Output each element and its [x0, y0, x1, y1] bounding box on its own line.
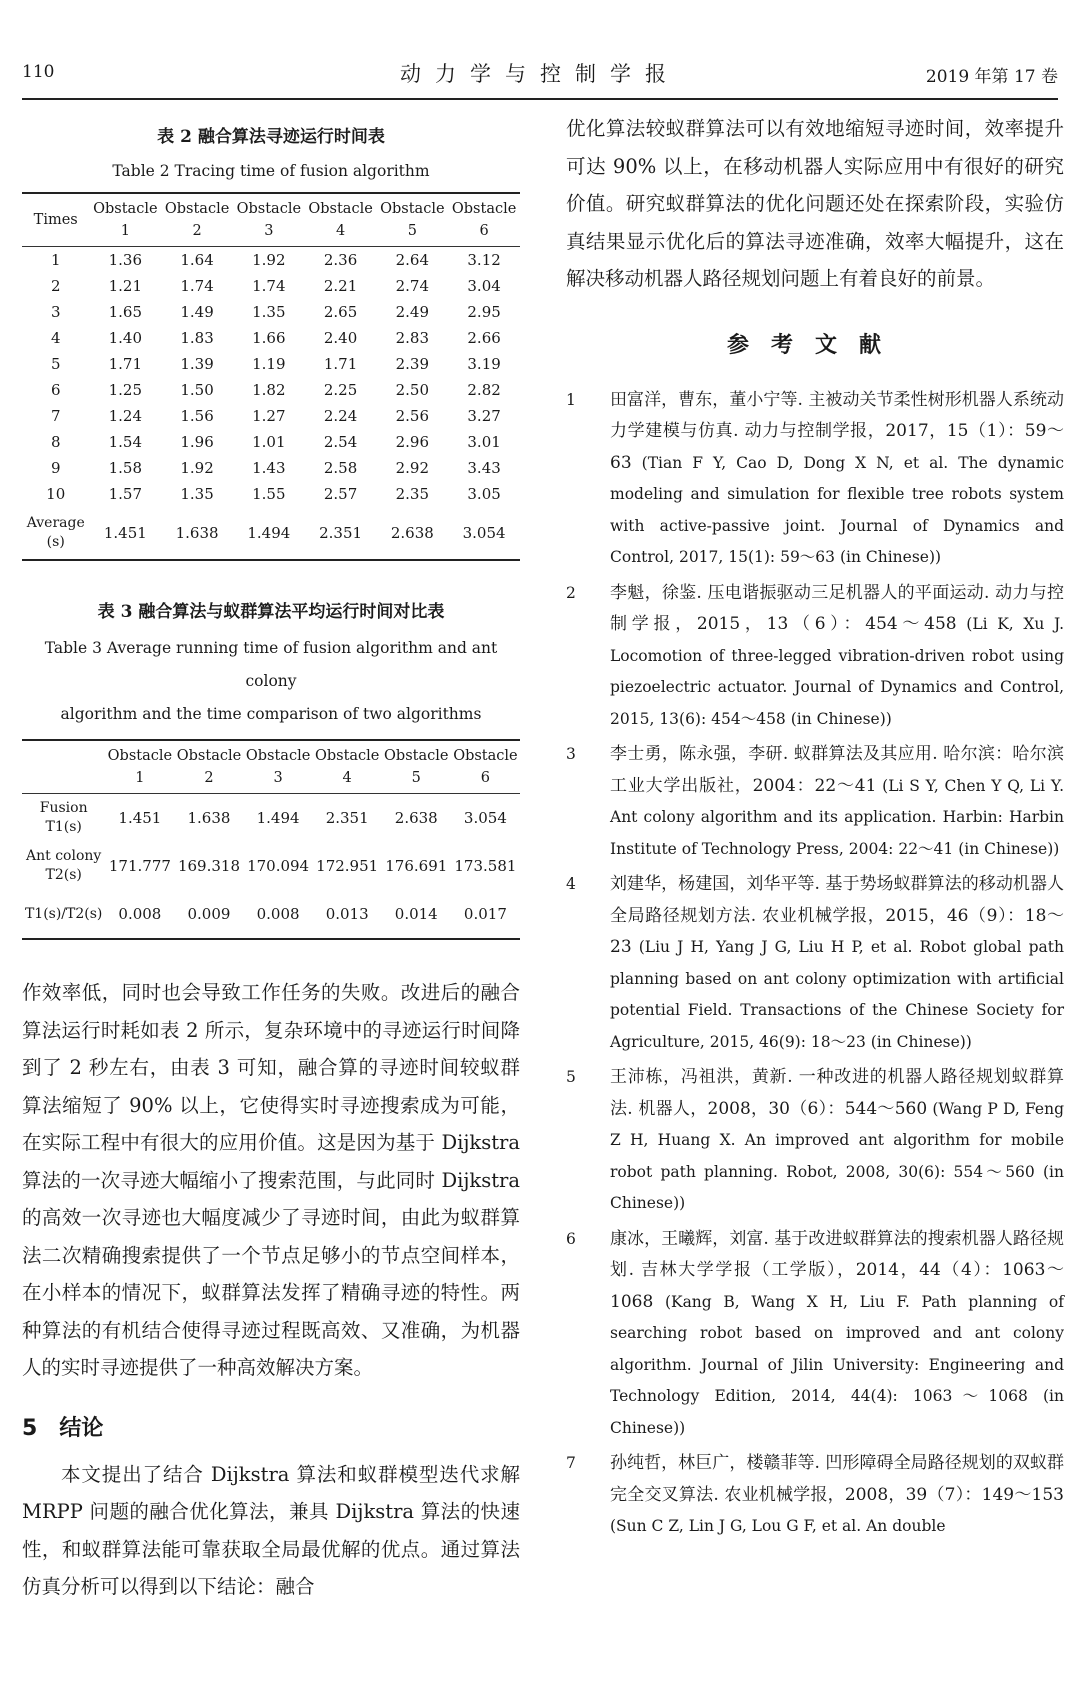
table-cell: 1.27: [252, 407, 286, 425]
table-cell: 2.83: [395, 329, 430, 347]
table-cell: 2.39: [395, 355, 430, 373]
reference-text-cn: 李魁，徐鉴. 压电谐振驱动三足机器人的平面运动. 动力与控制学报，2015，13（6）：454～458: [610, 582, 1064, 634]
table2-col-header: Obstacle 5: [376, 193, 448, 247]
reference-item: [566, 1224, 1064, 1445]
table3-body: [22, 794, 520, 940]
table-cell: 0.009: [174, 890, 243, 939]
table-cell: 2.351: [305, 507, 377, 560]
table-cell: 1.92: [252, 251, 286, 269]
table2-col-header: Obstacle 1: [89, 193, 161, 247]
reference-number: 5: [566, 1068, 576, 1086]
table-cell: 1.40: [108, 329, 143, 347]
table-cell: 2: [50, 277, 61, 295]
table3-col-header: Obstacle 1: [105, 740, 174, 794]
table-cell: 1: [50, 251, 61, 269]
table3-col-header: Obstacle 6: [451, 740, 520, 794]
table3-row-label: Ant colony T2(s): [26, 848, 102, 883]
table-cell: 2.49: [395, 303, 430, 321]
reference-number: 6: [566, 1229, 576, 1248]
table-cell: 3.01: [467, 433, 501, 451]
table2-col-header: Obstacle 4: [305, 193, 377, 247]
table-cell: 1.92: [180, 459, 214, 477]
reference-item: [566, 1062, 1064, 1220]
reference-item: [566, 739, 1064, 865]
table-row: [22, 890, 520, 939]
section-number: 5: [22, 1415, 38, 1441]
table-row: [22, 794, 520, 843]
section-title: 结论: [59, 1415, 104, 1441]
table-cell: 1.19: [252, 355, 286, 373]
reference-text-cn: 孙纯哲，林巨广，楼赣菲等. 凹形障碍全局路径规划的双蚁群完全交叉算法. 农业机械学报，2008，39（7）：149～153: [610, 1453, 1064, 1505]
reference-number: 1: [566, 390, 576, 409]
reference-number: 3: [566, 745, 576, 763]
table-cell: 3.27: [467, 407, 501, 425]
table-cell: 2.57: [323, 485, 358, 503]
table-cell: 3.05: [467, 485, 501, 503]
table-cell: 2.351: [325, 809, 369, 827]
table-cell: 1.49: [180, 303, 214, 321]
table-cell: 1.74: [252, 277, 286, 295]
table-cell: 1.83: [180, 329, 214, 347]
reference-text-cn: 刘建华，杨建国，刘华平等. 基于势场蚁群算法的移动机器人全局路径规划方法. 农业机械学报，2015，46（9）：18～23: [610, 874, 1064, 957]
table-cell: 2.21: [323, 277, 358, 295]
table-cell: 0.008: [244, 890, 313, 939]
table-cell: 1.74: [180, 277, 214, 295]
reference-text-cn: 康冰，王曦辉，刘富. 基于改进蚁群算法的搜索机器人路径规划. 吉林大学学报（工学版），2014，44（4）：1063～1068: [610, 1228, 1064, 1312]
table-cell: 1.64: [180, 251, 214, 269]
right-column: [566, 110, 1064, 1547]
table-cell: 2.25: [323, 381, 358, 399]
table-cell: 1.65: [108, 303, 143, 321]
table-cell: 6: [50, 381, 61, 399]
header-rule: [22, 98, 1058, 100]
table-cell: 2.56: [395, 407, 430, 425]
table-cell: 2.638: [394, 809, 438, 827]
table-row: [22, 842, 520, 890]
table-cell: 1.66: [252, 329, 286, 347]
table-row: [22, 247, 520, 274]
table-cell: 2.24: [323, 407, 358, 425]
table3-col-header: Obstacle 4: [313, 740, 382, 794]
reference-item: [566, 385, 1064, 574]
table-cell: 1.43: [252, 459, 286, 477]
page-number: 110: [22, 62, 55, 82]
table-cell: 3.054: [463, 809, 507, 827]
table-cell: 1.638: [161, 507, 233, 560]
table-cell: 2.66: [467, 329, 501, 347]
table-cell: 2.58: [323, 459, 358, 477]
table2-average-label: Average (s): [22, 507, 89, 560]
table-cell: 0.013: [313, 890, 382, 939]
table2-title-en: Table 2 Tracing time of fusion algorithm: [112, 162, 430, 180]
references-title: 参考文献: [726, 332, 903, 358]
table-row: [22, 377, 520, 403]
table-cell: 1.96: [180, 433, 214, 451]
table-row: [22, 325, 520, 351]
reference-text-en: (Tian F Y, Cao D, Dong X N, et al. The dynamic modeling and simulation for flexible tree robots system with active-passive joint. Journal of Dynamics and Control, 2017, 15(1): 59～63 (in Chinese)): [610, 453, 1064, 566]
table-cell: 169.318: [177, 857, 240, 875]
table-cell: 1.01: [252, 433, 286, 451]
table-cell: 1.35: [180, 485, 214, 503]
section-heading: [22, 1411, 520, 1442]
table-row: [22, 273, 520, 299]
table2-title-cn: 表 2 融合算法寻迹运行时间表: [157, 127, 385, 147]
reference-number: 7: [566, 1454, 576, 1472]
reference-number: 2: [566, 583, 576, 602]
table-cell: 2.36: [323, 251, 358, 269]
table-cell: 1.451: [118, 809, 162, 827]
reference-text-cn: 王沛栋，冯祖洪，黄新. 一种改进的机器人路径规划蚁群算法. 机器人，2008，30（6）：544～560: [610, 1067, 1064, 1119]
table-cell: 171.777: [108, 857, 171, 875]
table-row: [22, 351, 520, 377]
table-cell: 2.35: [395, 485, 430, 503]
table3-corner-header: [22, 740, 105, 794]
table-cell: 2.40: [323, 329, 358, 347]
table-cell: 2.65: [323, 303, 358, 321]
table-cell: 2.50: [395, 381, 430, 399]
reference-text-en: (Li K, Xu J. Locomotion of three-legged vibration-driven robot using piezoelectric actuator. Journal of Dynamics and Control, 2015, 13(6): 454～458 (in Chinese)): [610, 615, 1064, 728]
table2-col-header: Obstacle 2: [161, 193, 233, 247]
table3-title-en: [22, 632, 520, 731]
table3-col-header: Obstacle 2: [174, 740, 243, 794]
page-header: [22, 62, 1058, 92]
reference-number: 4: [566, 875, 576, 893]
table-cell: 2.74: [395, 277, 430, 295]
table-cell: 2.95: [467, 303, 501, 321]
table2: [22, 192, 520, 561]
reference-text-cn: 田富洋，曹东，董小宁等. 主被动关节柔性树形机器人系统动力学建模与仿真. 动力与控制学报，2017，15（1）：59～63: [610, 389, 1064, 473]
table-cell: 2.54: [323, 433, 358, 451]
body-paragraph-conclusion: 本文提出了结合 Dijkstra 算法和蚁群模型迭代求解 MRPP 问题的融合优化算法，兼具 Dijkstra 算法的快速性，和蚁群算法能可靠获取全局最优解的优点。通过算法仿真分析可以得到以下结论：融合: [22, 1462, 520, 1598]
table-cell: 7: [50, 407, 61, 425]
table-cell: 8: [50, 433, 61, 451]
table3-row-label: Fusion T1(s): [39, 800, 88, 835]
table3-row-label: T1(s)/T2(s): [22, 890, 105, 939]
body-paragraph-conclusion-cont: 优化算法较蚁群算法可以有效地缩短寻迹时间，效率提升可达 90% 以上，在移动机器人实际应用中有很好的研究价值。研究蚁群算法的优化问题还处在探索阶段，实验仿真结果显示优化后的算法寻迹准确，效率大幅提升，这在解决移动机器人路径规划问题上有着良好的前景。: [566, 117, 1064, 290]
table-cell: 10: [46, 485, 66, 503]
table-cell: 0.008: [105, 890, 174, 939]
reference-item: [566, 869, 1064, 1058]
table-cell: 1.71: [108, 355, 143, 373]
table-cell: 2.82: [467, 381, 501, 399]
table-cell: 1.36: [108, 251, 143, 269]
table-cell: 5: [50, 355, 61, 373]
table-cell: 3.054: [448, 507, 520, 560]
table-cell: 1.451: [89, 507, 161, 560]
table-cell: 1.35: [252, 303, 286, 321]
table-cell: 170.094: [247, 857, 310, 875]
table-cell: 1.71: [323, 355, 358, 373]
table-cell: 3.19: [467, 355, 501, 373]
table3-title-en-line2: algorithm and the time comparison of two algorithms: [60, 705, 482, 723]
reference-text-cn: 李士勇，陈永强，李研. 蚁群算法及其应用. 哈尔滨：哈尔滨工业大学出版社，2004：22～41: [610, 744, 1064, 796]
table3-col-header: Obstacle 3: [244, 740, 313, 794]
table-cell: 2.96: [395, 433, 430, 451]
journal-name: 动力学与控制学报: [400, 62, 680, 86]
table-cell: 173.581: [454, 857, 517, 875]
table3-col-header: Obstacle 5: [382, 740, 451, 794]
table-cell: 3.12: [467, 251, 501, 269]
table-cell: 3.43: [467, 459, 501, 477]
table-cell: 3: [50, 303, 61, 321]
table-row: [22, 429, 520, 455]
table2-col-header: Obstacle 3: [233, 193, 305, 247]
table-cell: 1.57: [108, 485, 143, 503]
table-row: [22, 455, 520, 481]
reference-item: [566, 578, 1064, 736]
table-row: [22, 403, 520, 429]
table-cell: 1.82: [252, 381, 286, 399]
issue-info: 2019 年第 17 卷: [925, 67, 1058, 87]
left-column: [22, 110, 520, 1606]
table-cell: 1.494: [256, 809, 300, 827]
reference-list: [566, 385, 1064, 1543]
reference-item: [566, 1448, 1064, 1543]
table-cell: 1.21: [108, 277, 143, 295]
table2-col-header: Obstacle 6: [448, 193, 520, 247]
reference-text-en: (Li S Y, Chen Y Q, Li Y. Ant colony algorithm and its application. Harbin: Harbin Institute of Technology Press, 2004: 22～41 (in Chinese)): [610, 776, 1065, 858]
reference-text-en: (Wang P D, Feng Z H, Huang X. An improved ant algorithm for mobile robot path planning. Robot, 2008, 30(6): 554～560 (in Chinese)): [610, 1099, 1065, 1212]
table3: [22, 739, 520, 940]
table-cell: 3.04: [467, 277, 501, 295]
table-cell: 1.24: [108, 407, 143, 425]
table-cell: 1.25: [108, 381, 143, 399]
table-cell: 2.64: [395, 251, 430, 269]
table3-title-en-line1: Table 3 Average running time of fusion algorithm and ant colony: [44, 639, 498, 690]
table3-title-cn: 表 3 融合算法与蚁群算法平均运行时间对比表: [97, 602, 445, 622]
reference-text-en: (Kang B, Wang X H, Liu F. Path planning of searching robot based on improved and ant colony algorithm. Journal of Jilin University: Engineering and Technology Edition, 2014, 44(4): 1063～1068 (in Chinese)): [610, 1292, 1064, 1437]
table-cell: 1.39: [180, 355, 214, 373]
table-cell: 1.50: [180, 381, 214, 399]
reference-text-en: (Liu J H, Yang J G, Liu H P, et al. Robot global path planning based on ant colony optimization with artificial potential Field. Transactions of the Chinese Society for Agriculture, 2015, 46(9): 18～23 (in Chinese)): [610, 938, 1064, 1051]
table-cell: 2.638: [376, 507, 448, 560]
table2-col0-header: Times: [22, 193, 89, 247]
table-cell: 1.494: [233, 507, 305, 560]
table-cell: 1.55: [252, 485, 286, 503]
table2-body: [22, 247, 520, 561]
table-cell: 0.014: [382, 890, 451, 939]
table-cell: 176.691: [385, 857, 448, 875]
table-cell: 1.54: [108, 433, 143, 451]
table-cell: 2.92: [395, 459, 430, 477]
table-cell: 0.017: [451, 890, 520, 939]
body-paragraph-results: 作效率低，同时也会导致工作任务的失败。改进后的融合算法运行时耗如表 2 所示，复杂环境中的寻迹运行时间降到了 2 秒左右，由表 3 可知，融合算的寻迹时间较蚁群算法缩短了 90% 以上，它使得实时寻迹搜索成为可能，在实际工程中有很大的应用价值。这是因为基于 Dijkstra 算法的一次寻迹大幅缩小了搜索范围，与此同时 Dijkstra 的高效一次寻迹也大幅度减少了寻迹时间，由此为蚁群算法二次精确搜索提供了一个节点足够小的节点空间样本，在小样本的情况下，蚁群算法发挥了精确寻迹的特性。两种算法的有机结合使得寻迹过程既高效、又准确，为机器人的实时寻迹提供了一种高效解决方案。: [22, 981, 520, 1379]
table-cell: 172.951: [316, 857, 379, 875]
table-cell: 1.638: [187, 809, 231, 827]
table-cell: 1.56: [180, 407, 214, 425]
table-cell: 9: [50, 459, 61, 477]
table-cell: 1.58: [108, 459, 143, 477]
table-row: [22, 299, 520, 325]
reference-text-en: (Sun C Z, Lin J G, Lou G F, et al. An double: [610, 1517, 946, 1535]
table2-average-row: [22, 507, 520, 560]
table-cell: 4: [50, 329, 61, 347]
table-row: [22, 481, 520, 507]
